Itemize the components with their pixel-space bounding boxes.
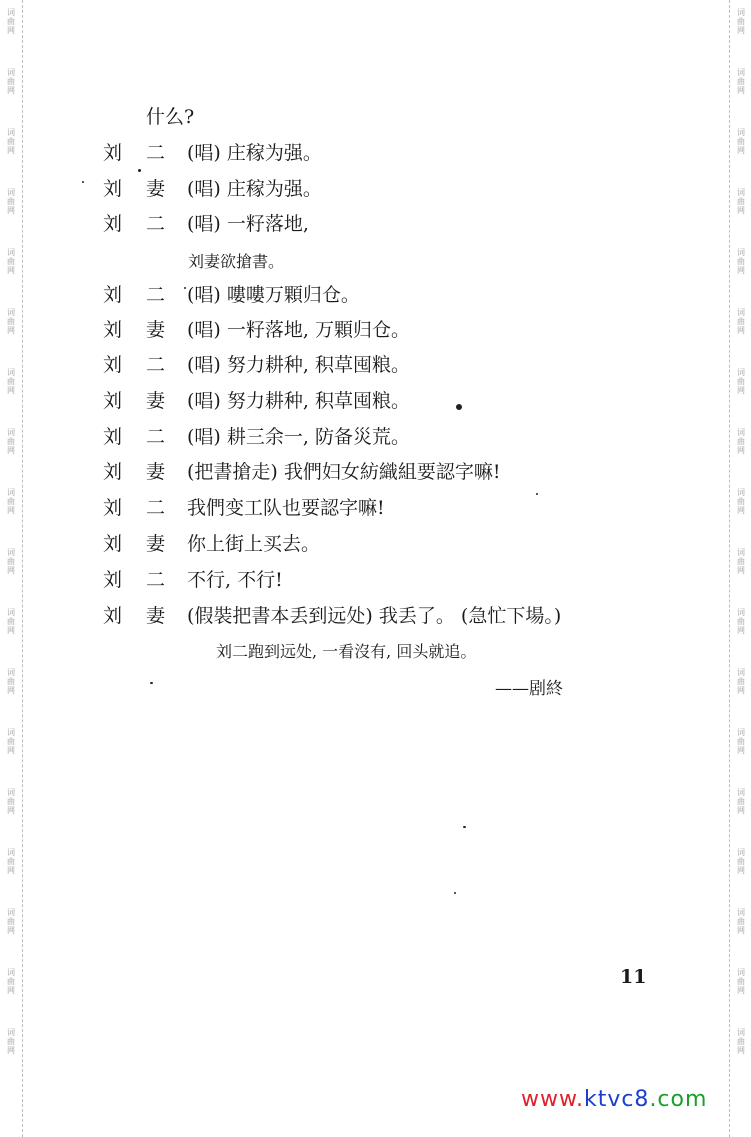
speaker-surname: 刘 xyxy=(103,284,123,306)
watermark-char: 曲 xyxy=(737,257,745,266)
url-part-tld: .com xyxy=(649,1087,708,1112)
speaker-surname: 刘 xyxy=(103,390,123,412)
page-number: 11 xyxy=(620,966,647,988)
watermark-char: 词 xyxy=(737,488,745,497)
side-watermark xyxy=(3,488,19,515)
side-watermark xyxy=(3,368,19,395)
watermark-char: 曲 xyxy=(737,377,745,386)
watermark-char: 网 xyxy=(7,266,15,275)
dialogue-text: (唱) 努力耕种, 积草囤粮。 xyxy=(187,354,410,376)
dialogue-text: 我們变工队也要認字嘛! xyxy=(187,497,385,519)
side-watermark xyxy=(3,548,19,575)
speaker-surname: 刘 xyxy=(103,605,123,627)
speck xyxy=(138,169,141,172)
watermark-char: 曲 xyxy=(7,257,15,266)
watermark-char: 网 xyxy=(737,866,745,875)
side-watermark xyxy=(3,128,19,155)
speaker-given: 二 xyxy=(146,213,166,235)
watermark-char: 网 xyxy=(737,146,745,155)
watermark-char: 网 xyxy=(737,626,745,635)
watermark-char: 网 xyxy=(7,686,15,695)
watermark-char: 词 xyxy=(737,188,745,197)
watermark-char: 词 xyxy=(7,128,15,137)
speaker-surname: 刘 xyxy=(103,461,123,483)
watermark-char: 曲 xyxy=(737,497,745,506)
speaker-surname: 刘 xyxy=(103,354,123,376)
watermark-char: 网 xyxy=(7,986,15,995)
watermark-char: 词 xyxy=(737,788,745,797)
speaker-surname: 刘 xyxy=(103,142,123,164)
side-watermark xyxy=(733,608,749,635)
speaker-given: 二 xyxy=(146,354,166,376)
watermark-char: 曲 xyxy=(7,77,15,86)
watermark-char: 网 xyxy=(7,446,15,455)
watermark-char: 词 xyxy=(737,128,745,137)
watermark-char: 曲 xyxy=(7,557,15,566)
speaker-given: 妻 xyxy=(146,390,166,412)
side-watermark xyxy=(733,788,749,815)
watermark-char: 曲 xyxy=(7,917,15,926)
side-watermark xyxy=(3,248,19,275)
watermark-char: 词 xyxy=(7,1028,15,1037)
dialogue-text: (唱) 庄稼为强。 xyxy=(187,178,322,200)
watermark-char: 曲 xyxy=(737,917,745,926)
watermark-char: 曲 xyxy=(7,497,15,506)
side-watermark xyxy=(733,668,749,695)
speck xyxy=(536,493,538,495)
speaker-surname: 刘 xyxy=(103,213,123,235)
watermark-char: 网 xyxy=(737,386,745,395)
speaker-given: 妻 xyxy=(146,178,166,200)
dialogue-text: (唱) 一籽落地, xyxy=(187,213,309,235)
watermark-char: 词 xyxy=(737,848,745,857)
dialogue-text: 什么? xyxy=(146,106,195,128)
site-watermark-url[interactable] xyxy=(521,1087,707,1112)
end-of-play-mark: ——剧終 xyxy=(495,679,563,699)
side-watermark xyxy=(3,8,19,35)
watermark-char: 曲 xyxy=(7,197,15,206)
speck xyxy=(184,287,186,289)
watermark-char: 词 xyxy=(7,368,15,377)
watermark-char: 曲 xyxy=(737,737,745,746)
watermark-char: 网 xyxy=(737,1046,745,1055)
watermark-char: 网 xyxy=(7,926,15,935)
watermark-char: 曲 xyxy=(737,317,745,326)
side-watermark xyxy=(3,788,19,815)
watermark-char: 词 xyxy=(737,668,745,677)
speaker-surname: 刘 xyxy=(103,497,123,519)
watermark-char: 网 xyxy=(7,86,15,95)
watermark-char: 词 xyxy=(7,248,15,257)
watermark-char: 网 xyxy=(737,86,745,95)
watermark-char: 曲 xyxy=(737,77,745,86)
side-watermark xyxy=(3,908,19,935)
watermark-char: 词 xyxy=(737,68,745,77)
speaker-given: 妻 xyxy=(146,319,166,341)
speck xyxy=(463,826,466,828)
side-watermark xyxy=(3,1028,19,1055)
watermark-char: 词 xyxy=(7,968,15,977)
watermark-char: 网 xyxy=(737,746,745,755)
watermark-char: 网 xyxy=(737,926,745,935)
watermark-char: 词 xyxy=(7,728,15,737)
watermark-char: 网 xyxy=(737,266,745,275)
side-watermark xyxy=(3,428,19,455)
side-watermark xyxy=(3,68,19,95)
speaker-given: 二 xyxy=(146,569,166,591)
watermark-char: 曲 xyxy=(7,797,15,806)
watermark-char: 词 xyxy=(7,908,15,917)
watermark-char: 网 xyxy=(7,146,15,155)
watermark-char: 词 xyxy=(7,488,15,497)
side-watermark xyxy=(3,668,19,695)
watermark-char: 曲 xyxy=(7,677,15,686)
watermark-char: 网 xyxy=(737,206,745,215)
watermark-char: 网 xyxy=(737,326,745,335)
right-dashed-border xyxy=(729,0,730,1137)
watermark-char: 网 xyxy=(7,746,15,755)
side-watermark xyxy=(733,308,749,335)
watermark-char: 词 xyxy=(737,428,745,437)
watermark-char: 曲 xyxy=(737,797,745,806)
dialogue-text: (唱) 一籽落地, 万顆归仓。 xyxy=(187,319,410,341)
dialogue-text: 不行, 不行! xyxy=(187,569,283,591)
watermark-char: 曲 xyxy=(7,317,15,326)
speaker-surname: 刘 xyxy=(103,178,123,200)
watermark-char: 曲 xyxy=(737,437,745,446)
watermark-char: 网 xyxy=(7,566,15,575)
watermark-char: 曲 xyxy=(737,857,745,866)
side-watermark xyxy=(733,728,749,755)
speaker-given: 妻 xyxy=(146,461,166,483)
side-watermark xyxy=(733,908,749,935)
side-watermark xyxy=(733,1028,749,1055)
watermark-char: 词 xyxy=(7,668,15,677)
watermark-char: 词 xyxy=(737,248,745,257)
watermark-char: 网 xyxy=(737,506,745,515)
watermark-char: 词 xyxy=(7,308,15,317)
watermark-char: 网 xyxy=(7,866,15,875)
side-watermark xyxy=(3,848,19,875)
speck xyxy=(456,404,462,410)
watermark-char: 词 xyxy=(737,308,745,317)
speaker-given: 二 xyxy=(146,284,166,306)
watermark-char: 词 xyxy=(737,548,745,557)
watermark-char: 网 xyxy=(7,386,15,395)
side-watermark xyxy=(733,8,749,35)
side-watermark xyxy=(733,428,749,455)
watermark-char: 词 xyxy=(7,788,15,797)
side-watermark xyxy=(733,848,749,875)
watermark-char: 词 xyxy=(737,728,745,737)
speaker-given: 二 xyxy=(146,497,166,519)
watermark-char: 网 xyxy=(737,446,745,455)
speaker-surname: 刘 xyxy=(103,426,123,448)
speck xyxy=(150,682,153,684)
watermark-char: 曲 xyxy=(737,197,745,206)
speaker-given: 妻 xyxy=(146,533,166,555)
watermark-char: 曲 xyxy=(7,137,15,146)
watermark-char: 曲 xyxy=(737,977,745,986)
side-watermark xyxy=(3,308,19,335)
watermark-char: 曲 xyxy=(737,557,745,566)
side-watermark xyxy=(733,68,749,95)
side-watermark xyxy=(733,128,749,155)
watermark-char: 曲 xyxy=(7,437,15,446)
watermark-char: 词 xyxy=(737,8,745,17)
watermark-char: 词 xyxy=(7,188,15,197)
url-part-domain: ktvc8 xyxy=(583,1087,650,1112)
watermark-char: 词 xyxy=(7,428,15,437)
side-watermark xyxy=(3,968,19,995)
watermark-char: 词 xyxy=(737,1028,745,1037)
side-watermark xyxy=(733,488,749,515)
watermark-char: 词 xyxy=(737,908,745,917)
side-watermark xyxy=(3,728,19,755)
side-watermark xyxy=(733,188,749,215)
speck xyxy=(454,892,456,894)
watermark-char: 网 xyxy=(7,206,15,215)
watermark-char: 词 xyxy=(7,608,15,617)
watermark-char: 曲 xyxy=(7,737,15,746)
watermark-char: 词 xyxy=(7,548,15,557)
dialogue-text: (把書搶走) 我們妇女紡織組要認字嘛! xyxy=(187,461,501,483)
watermark-char: 曲 xyxy=(7,377,15,386)
watermark-char: 曲 xyxy=(7,617,15,626)
dialogue-text: (唱) 庄稼为强。 xyxy=(187,142,322,164)
speaker-surname: 刘 xyxy=(103,569,123,591)
side-watermark xyxy=(733,368,749,395)
watermark-char: 网 xyxy=(7,806,15,815)
dialogue-text: (唱) 努力耕种, 积草囤粮。 xyxy=(187,390,410,412)
dialogue-text: (唱) 嘍嘍万顆归仓。 xyxy=(187,284,360,306)
speaker-surname: 刘 xyxy=(103,319,123,341)
watermark-char: 曲 xyxy=(737,137,745,146)
watermark-char: 曲 xyxy=(737,617,745,626)
watermark-char: 网 xyxy=(737,686,745,695)
dialogue-text: 你上街上买去。 xyxy=(187,533,321,555)
watermark-char: 曲 xyxy=(7,17,15,26)
watermark-char: 词 xyxy=(737,968,745,977)
watermark-char: 曲 xyxy=(7,857,15,866)
watermark-char: 曲 xyxy=(737,17,745,26)
watermark-char: 网 xyxy=(7,1046,15,1055)
stage-direction: 刘二跑到远处, 一看沒有, 回头就追。 xyxy=(216,642,477,661)
watermark-char: 网 xyxy=(7,626,15,635)
watermark-char: 网 xyxy=(737,26,745,35)
script-line xyxy=(146,106,194,128)
watermark-char: 网 xyxy=(7,326,15,335)
watermark-char: 曲 xyxy=(737,677,745,686)
watermark-char: 词 xyxy=(737,608,745,617)
watermark-char: 词 xyxy=(7,68,15,77)
dialogue-text: (唱) 耕三余一, 防备災荒。 xyxy=(187,426,410,448)
watermark-char: 曲 xyxy=(737,1037,745,1046)
speaker-given: 二 xyxy=(146,426,166,448)
speaker-surname: 刘 xyxy=(103,533,123,555)
side-watermark xyxy=(733,248,749,275)
watermark-char: 词 xyxy=(737,368,745,377)
watermark-char: 网 xyxy=(737,806,745,815)
dialogue-text: (假裝把書本丢到远处) 我丢了。 (急忙下場。) xyxy=(187,605,562,627)
watermark-char: 网 xyxy=(737,566,745,575)
stage-direction: 刘妻欲搶書。 xyxy=(188,252,285,271)
side-watermark xyxy=(3,188,19,215)
speaker-given: 妻 xyxy=(146,605,166,627)
url-part-prefix: www. xyxy=(521,1087,584,1112)
side-watermark xyxy=(733,548,749,575)
watermark-char: 网 xyxy=(7,26,15,35)
watermark-char: 词 xyxy=(7,8,15,17)
side-watermark xyxy=(733,968,749,995)
watermark-char: 曲 xyxy=(7,977,15,986)
watermark-char: 网 xyxy=(737,986,745,995)
watermark-char: 网 xyxy=(7,506,15,515)
watermark-char: 词 xyxy=(7,848,15,857)
watermark-char: 曲 xyxy=(7,1037,15,1046)
side-watermark xyxy=(3,608,19,635)
speck xyxy=(82,181,84,183)
left-dashed-border xyxy=(22,0,23,1137)
speaker-given: 二 xyxy=(146,142,166,164)
